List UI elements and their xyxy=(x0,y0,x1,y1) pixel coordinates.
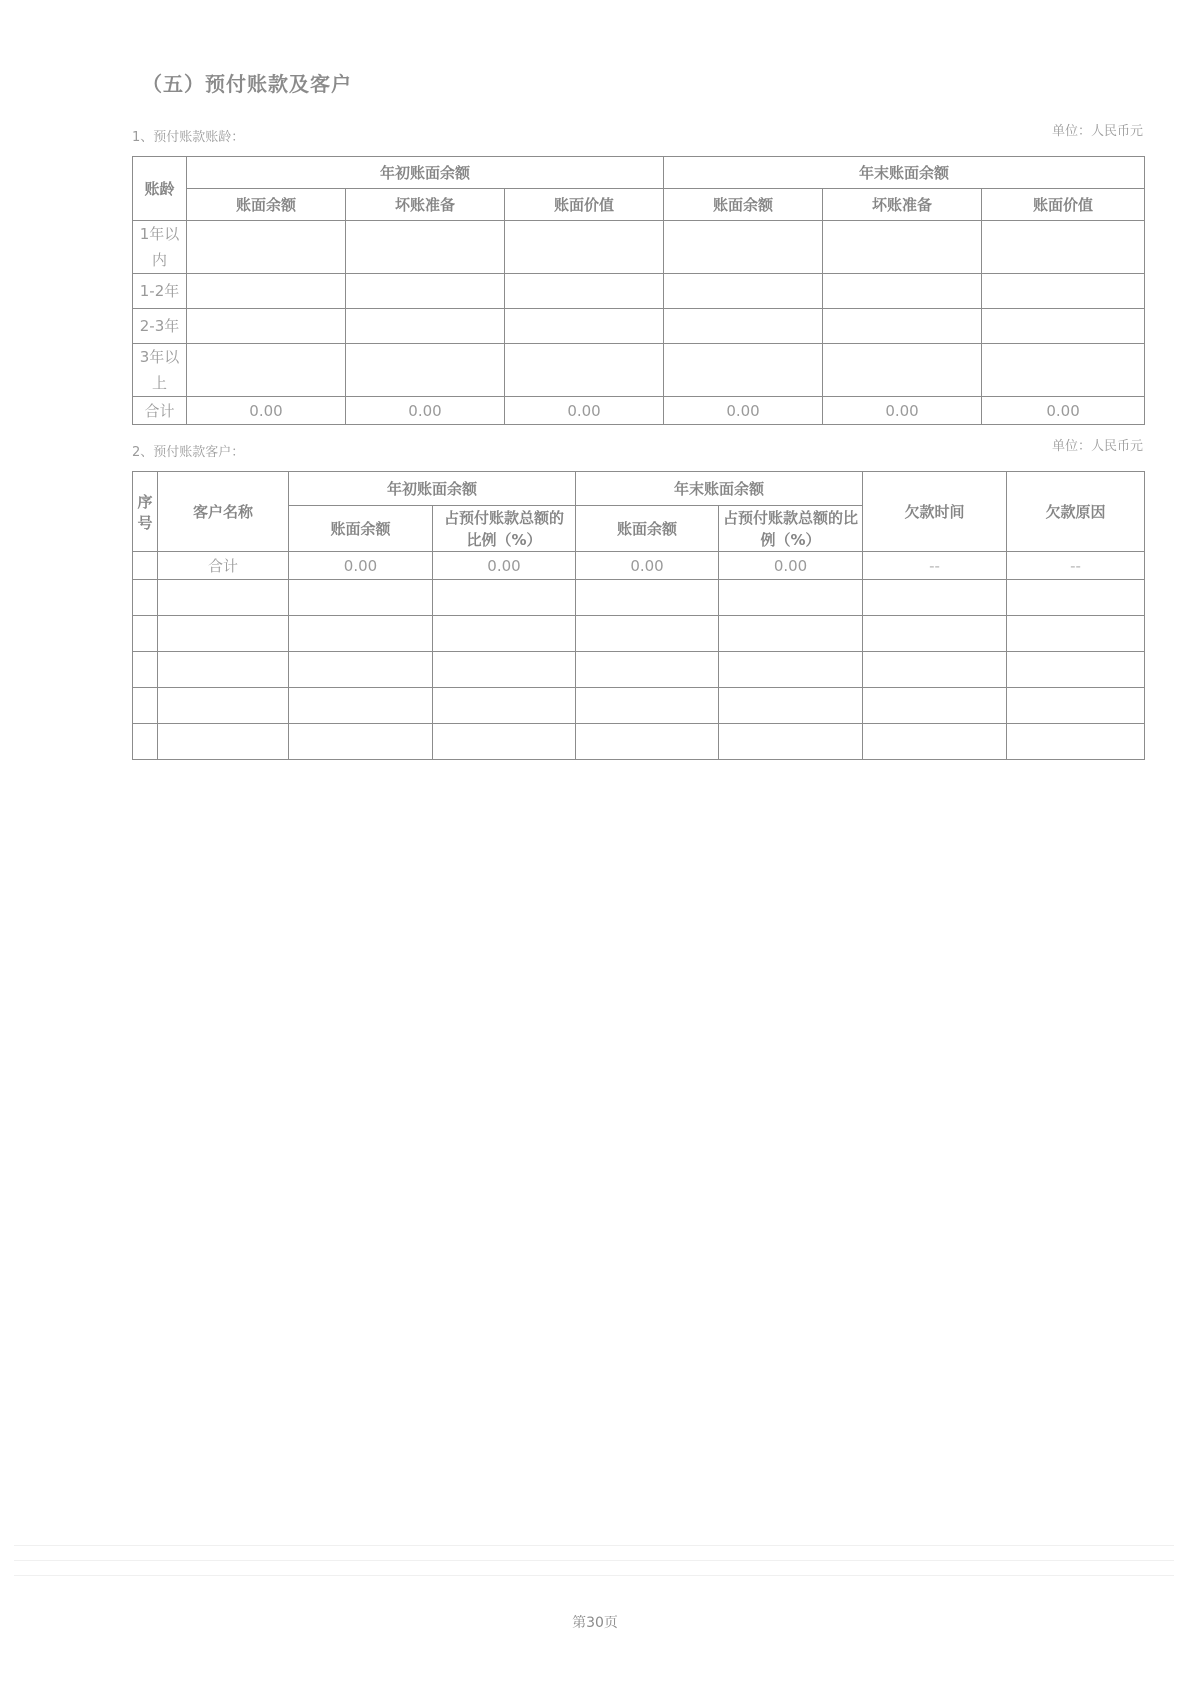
table-cell xyxy=(158,724,289,760)
table-cell xyxy=(719,616,863,652)
table-cell xyxy=(433,616,576,652)
table-cell xyxy=(133,724,158,760)
table-row xyxy=(133,344,1145,397)
customers-unit: 单位：人民币元 xyxy=(1051,439,1143,454)
table-cell xyxy=(187,309,346,344)
table-cell xyxy=(664,309,823,344)
table-row xyxy=(133,274,1145,309)
table-cell xyxy=(863,616,1007,652)
row-label: 1年以内 xyxy=(133,221,187,274)
table-cell xyxy=(982,274,1145,309)
table-cell xyxy=(505,344,664,397)
table-cell xyxy=(1007,688,1145,724)
table-cell xyxy=(346,274,505,309)
table-cell xyxy=(982,344,1145,397)
table-cell xyxy=(133,688,158,724)
table-cell xyxy=(719,652,863,688)
table-cell xyxy=(187,274,346,309)
table-row xyxy=(133,724,1145,760)
table-row xyxy=(133,688,1145,724)
table-cell xyxy=(823,221,982,274)
row-label: 2-3年 xyxy=(133,309,187,344)
table-cell xyxy=(982,221,1145,274)
table-cell xyxy=(576,652,719,688)
table-cell xyxy=(346,221,505,274)
table-cell: 0.00 xyxy=(505,397,664,425)
total-label: 合计 xyxy=(133,397,187,425)
table-cell xyxy=(187,344,346,397)
aging-col-header: 账面价值 xyxy=(505,189,664,221)
table-cell xyxy=(719,580,863,616)
total-row xyxy=(133,397,1145,425)
aging-subtitle: 1、预付账款账龄： xyxy=(132,130,245,145)
table-cell xyxy=(982,309,1145,344)
ratio-header: 占预付账款总额的比例（%） xyxy=(433,506,576,552)
customers-subtitle: 2、预付账款客户： xyxy=(132,445,245,460)
table-cell xyxy=(664,221,823,274)
aging-col-header: 账面余额 xyxy=(187,189,346,221)
table-cell xyxy=(863,724,1007,760)
table-cell xyxy=(863,580,1007,616)
table-cell xyxy=(863,652,1007,688)
section-title: （五）预付账款及客户 xyxy=(142,72,352,96)
table-cell xyxy=(505,221,664,274)
table-cell xyxy=(576,580,719,616)
table-cell xyxy=(289,652,433,688)
scan-artifact-line xyxy=(14,1545,1174,1546)
scan-artifact-line xyxy=(14,1560,1174,1561)
table-cell xyxy=(664,344,823,397)
total-label: 合计 xyxy=(158,552,289,580)
aging-col-header: 账面余额 xyxy=(664,189,823,221)
table-cell: 0.00 xyxy=(187,397,346,425)
seq-header: 序号 xyxy=(133,472,158,552)
table-cell xyxy=(133,652,158,688)
aging-age-header: 账龄 xyxy=(133,157,187,221)
table-cell xyxy=(576,688,719,724)
balance-header: 账面余额 xyxy=(576,506,719,552)
table-cell xyxy=(158,652,289,688)
cust-end-group: 年末账面余额 xyxy=(576,472,863,506)
aging-col-header: 账面价值 xyxy=(982,189,1145,221)
table-cell: 0.00 xyxy=(823,397,982,425)
table-cell xyxy=(433,724,576,760)
name-header: 客户名称 xyxy=(158,472,289,552)
ratio-header: 占预付账款总额的比例（%） xyxy=(719,506,863,552)
table-cell xyxy=(1007,580,1145,616)
table-cell xyxy=(158,580,289,616)
aging-table xyxy=(132,156,1145,425)
aging-begin-group: 年初账面余额 xyxy=(187,157,664,189)
table-cell xyxy=(187,221,346,274)
table-cell xyxy=(346,309,505,344)
table-cell xyxy=(505,309,664,344)
table-cell: 0.00 xyxy=(576,552,719,580)
table-row xyxy=(133,616,1145,652)
table-cell xyxy=(158,688,289,724)
table-cell xyxy=(505,274,664,309)
customers-table xyxy=(132,471,1145,760)
row-label: 1-2年 xyxy=(133,274,187,309)
table-cell xyxy=(823,309,982,344)
table-cell xyxy=(133,616,158,652)
table-cell: 0.00 xyxy=(719,552,863,580)
table-cell xyxy=(823,344,982,397)
table-cell xyxy=(133,552,158,580)
table-row xyxy=(133,221,1145,274)
table-cell xyxy=(346,344,505,397)
table-cell xyxy=(576,616,719,652)
aging-col-header: 坏账准备 xyxy=(346,189,505,221)
table-cell xyxy=(133,580,158,616)
time-header: 欠款时间 xyxy=(863,472,1007,552)
table-cell: 0.00 xyxy=(289,552,433,580)
table-cell xyxy=(433,688,576,724)
page-number: 第30页 xyxy=(572,1615,618,1631)
table-cell: -- xyxy=(863,552,1007,580)
scan-artifact-line xyxy=(14,1575,1174,1576)
table-cell xyxy=(1007,616,1145,652)
reason-header: 欠款原因 xyxy=(1007,472,1145,552)
table-cell xyxy=(289,580,433,616)
aging-col-header: 坏账准备 xyxy=(823,189,982,221)
table-cell: 0.00 xyxy=(664,397,823,425)
table-cell: -- xyxy=(1007,552,1145,580)
table-cell xyxy=(289,724,433,760)
table-cell xyxy=(664,274,823,309)
table-cell xyxy=(823,274,982,309)
table-row xyxy=(133,580,1145,616)
aging-unit: 单位：人民币元 xyxy=(1051,124,1143,139)
table-cell xyxy=(289,688,433,724)
total-row xyxy=(133,552,1145,580)
table-cell xyxy=(576,724,719,760)
table-cell xyxy=(158,616,289,652)
table-cell: 0.00 xyxy=(346,397,505,425)
table-cell xyxy=(433,652,576,688)
cust-begin-group: 年初账面余额 xyxy=(289,472,576,506)
table-row xyxy=(133,309,1145,344)
aging-end-group: 年末账面余额 xyxy=(664,157,1145,189)
row-label: 3年以上 xyxy=(133,344,187,397)
table-cell xyxy=(719,688,863,724)
table-cell xyxy=(289,616,433,652)
table-cell: 0.00 xyxy=(433,552,576,580)
table-cell xyxy=(863,688,1007,724)
table-cell xyxy=(433,580,576,616)
table-row xyxy=(133,652,1145,688)
table-cell xyxy=(1007,724,1145,760)
table-cell xyxy=(719,724,863,760)
balance-header: 账面余额 xyxy=(289,506,433,552)
table-cell xyxy=(1007,652,1145,688)
table-cell: 0.00 xyxy=(982,397,1145,425)
